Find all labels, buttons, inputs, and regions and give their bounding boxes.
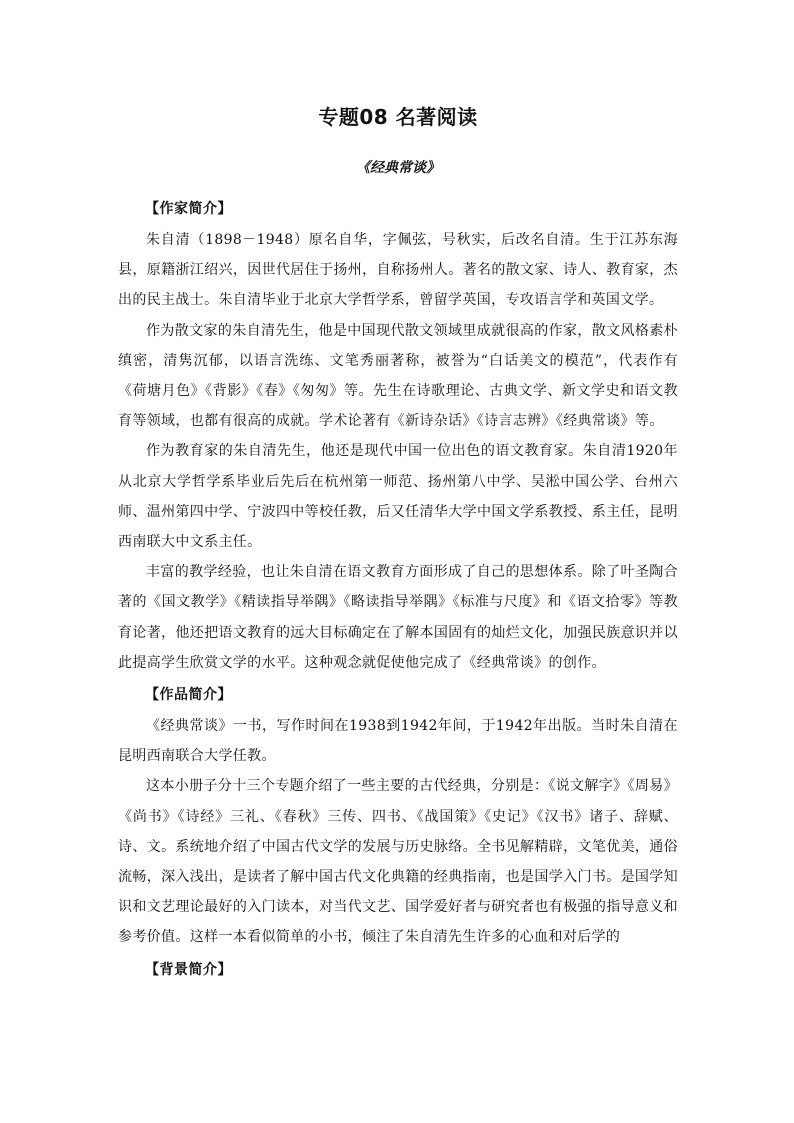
section-author-intro xyxy=(118,198,678,678)
book-title: 《经典常谈》 xyxy=(356,160,440,176)
paragraph: 朱自清（1898－1948）原名自华，字佩弦，号秋实，后改名自清。生于江苏东海县，原籍浙江绍兴，因世代居住于扬州，自称扬州人。著名的散文家、诗人、教育家，杰出的民主战士。朱自清毕业于北京大学哲学系，曾留学英国，专攻语言学和英国文学。 xyxy=(118,232,678,309)
paragraph: 作为散文家的朱自清先生，他是中国现代散文领域里成就很高的作家，散文风格素朴缜密，清隽沉郁，以语言洗练、文笔秀丽著称，被誉为“白话美文的模范”，代表作有《荷塘月色》《背影》《春》《匆匆》等。先生在诗歌理论、古典文学、新文学史和语文教育等领域，也都有很高的成就。学术论著有《新诗杂话》《诗言志辨》《经典常谈》等。 xyxy=(118,322,678,430)
paragraph: 这本小册子分十三个专题介绍了一些主要的古代经典，分别是：《说文解字》《周易》《尚书》《诗经》三礼、《春秋》三传、四书、《战国策》《史记》《汉书》诸子、辞赋、诗、文。系统地介绍了中国古代文学的发展与历史脉络。全书见解精辟，文笔优美，通俗流畅，深入浅出，是读者了解中国古代文化典籍的经典指南，也是国学入门书。是国学知识和文艺理论最好的入门读本，对当代文艺、国学爱好者与研究者也有极强的指导意义和参考价值。这样一本看似简单的小书，倾注了朱自清先生许多的心血和对后学的 xyxy=(118,778,678,946)
section-heading: 【作品简介】 xyxy=(145,687,232,704)
paragraph: 丰富的教学经验，也让朱自清在语文教育方面形成了自己的思想体系。除了叶圣陶合著的《国文教学》《精读指导举隅》《略读指导举隅》《标准与尺度》和《语文拾零》等教育论著，他还把语文教育的远大目标确定在了解本国固有的灿烂文化，加强民族意识并以此提高学生欣赏文学的水平。这种观念就促使他完成了《经典常谈》的创作。 xyxy=(118,564,678,671)
section-background-intro xyxy=(118,959,678,981)
section-work-intro xyxy=(118,684,678,953)
page-title: 专题08 名著阅读 xyxy=(318,105,478,129)
paragraph: 作为教育家的朱自清先生，他还是现代中国一位出色的语文教育家。朱自清1920年从北京大学哲学系毕业后先后在杭州第一师范、扬州第八中学、吴淞中国公学、台州六师、温州第四中学、宁波四中等校任教，后又任清华大学中国文学系教授、系主任，昆明西南联大中文系主任。 xyxy=(118,443,678,551)
section-heading: 【背景简介】 xyxy=(145,961,232,978)
section-heading: 【作家简介】 xyxy=(145,201,232,217)
document-content xyxy=(118,100,678,986)
paragraph: 《经典常谈》一书，写作时间在1938到1942年间，于1942年出版。当时朱自清在昆明西南联合大学任教。 xyxy=(118,718,678,765)
